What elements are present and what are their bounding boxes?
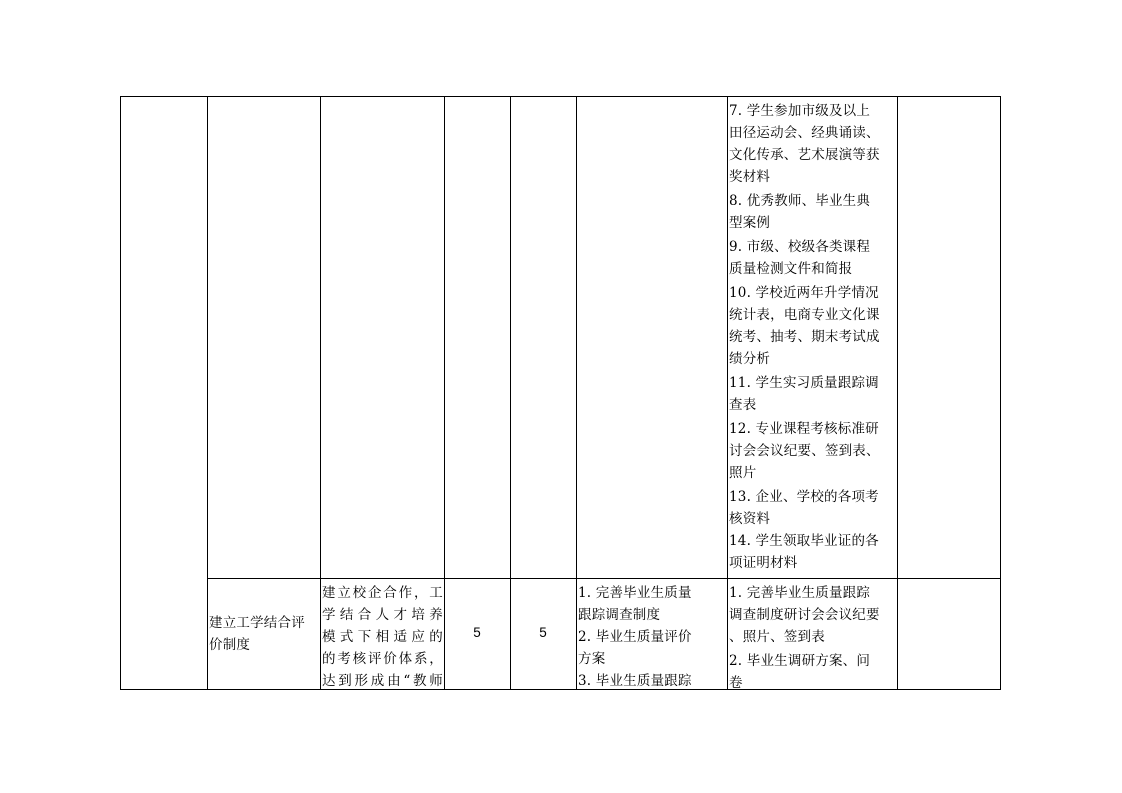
measures-cell	[578, 582, 726, 692]
col-border-6	[727, 96, 728, 690]
material-item: 1. 完善毕业生质量跟踪 调查制度研讨会会议纪要 、照片、签到表	[729, 585, 880, 645]
material-item: 8. 优秀教师、毕业生典 型案例	[729, 193, 871, 231]
material-item: 12. 专业课程考核标准研 讨会会议纪要、签到表、 照片	[729, 421, 880, 481]
table-top-border	[120, 96, 1001, 97]
col-border-1	[207, 96, 208, 690]
score-self: 5	[539, 625, 547, 640]
col-border-4	[510, 96, 511, 690]
material-item: 11. 学生实习质量跟踪调 查表	[729, 375, 879, 413]
col-border-7	[897, 96, 898, 690]
material-item: 10. 学校近两年升学情况 统计表，电商专业文化课 统考、抽考、期末考试成 绩分析	[729, 285, 880, 367]
description-line: 达到形成由“教师	[322, 673, 443, 689]
measure-item: 1. 完善毕业生质量 跟踪调查制度	[578, 585, 692, 623]
material-item: 13. 企业、学校的各项考 核资料	[729, 489, 879, 527]
score-standard: 5	[473, 625, 481, 640]
measure-item: 2. 毕业生质量评价 方案	[578, 629, 692, 667]
material-item: 7. 学生参加市级及以上 田径运动会、经典诵读、 文化传承、艺术展演等获 奖材料	[729, 103, 880, 185]
col-border-8	[1000, 96, 1001, 690]
measure-item: 3. 毕业生质量跟踪	[578, 673, 692, 689]
description-cell	[322, 582, 443, 692]
description-line: 模式下相适应的	[322, 629, 443, 645]
material-item: 14. 学生领取毕业证的各 项证明材料	[729, 533, 879, 571]
col-border-3	[444, 96, 445, 690]
top-row-materials-cell	[729, 100, 897, 574]
material-item: 9. 市级、校级各类课程 质量检测文件和简报	[729, 239, 871, 277]
row-divider	[207, 578, 1001, 579]
bottom-row-materials-cell	[729, 582, 897, 694]
description-line: 建立校企合作，工	[322, 585, 443, 601]
item-title: 建立工学结合评 价制度	[209, 615, 305, 653]
item-title-cell	[209, 612, 319, 656]
col-border-5	[576, 96, 577, 690]
col-border-0	[120, 96, 121, 690]
description-line: 学结合人才培养	[322, 607, 443, 623]
description-line: 的考核评价体系，	[322, 651, 443, 667]
col-border-2	[320, 96, 321, 690]
material-item: 2. 毕业生调研方案、问 卷	[729, 653, 871, 691]
